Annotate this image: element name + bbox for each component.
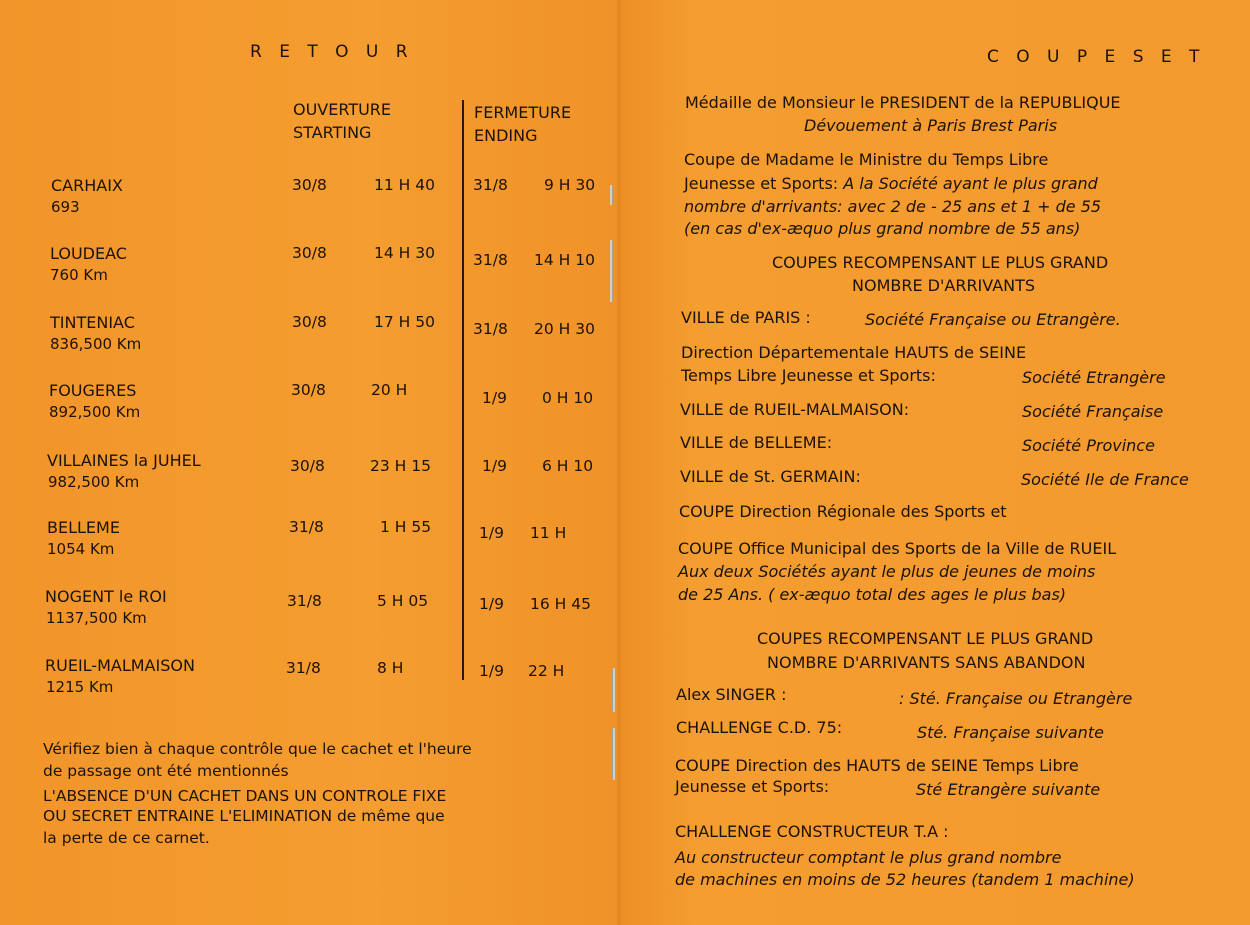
opening-time: 5 H 05: [377, 592, 429, 610]
control-distance: 693: [51, 198, 80, 216]
award-value: Société Française: [1022, 402, 1164, 421]
control-row: [0, 176, 620, 226]
opening-date: 31/8: [289, 518, 324, 536]
control-row: [0, 518, 620, 568]
award-value: Sté Etrangère suivante: [916, 780, 1101, 799]
medal-line: Médaille de Monsieur le PRESIDENT de la REPUBLIQUE: [685, 93, 1121, 112]
minister-cup-line: Coupe de Madame le Ministre du Temps Libre: [684, 150, 1049, 169]
control-row: [0, 313, 620, 363]
closing-header-en: ENDING: [474, 126, 538, 145]
opening-time: 11 H 40: [374, 176, 435, 194]
closing-time: 6 H 10: [542, 457, 594, 475]
control-distance: 1054 Km: [47, 540, 115, 558]
control-row: [0, 656, 620, 706]
closing-time: 14 H 10: [534, 251, 595, 269]
closing-date: 31/8: [473, 320, 508, 338]
opening-header-fr: OUVERTURE: [293, 100, 392, 119]
left-page: [0, 0, 620, 925]
closing-date: 1/9: [479, 524, 504, 542]
award-label: VILLE de BELLEME:: [680, 433, 833, 452]
retour-title: R E T O U R: [250, 42, 414, 62]
award-label: CHALLENGE CONSTRUCTEUR T.A :: [675, 822, 949, 841]
award-value: : Sté. Française ou Etrangère: [899, 689, 1133, 708]
minister-cup-line: Jeunesse et Sports: A la Société ayant le plus grand: [684, 174, 1098, 193]
award-value: Société Etrangère: [1022, 368, 1166, 387]
opening-time: 20 H: [371, 381, 408, 399]
award-value: Société Ile de France: [1021, 470, 1189, 489]
opening-date: 31/8: [287, 592, 322, 610]
closing-time: 22 H: [528, 662, 565, 680]
closing-time: 11 H: [530, 524, 567, 542]
opening-time: 8 H: [377, 659, 404, 677]
medal-subtitle: Dévouement à Paris Brest Paris: [804, 116, 1058, 135]
award-label: Temps Libre Jeunesse et Sports:: [681, 366, 936, 385]
opening-date: 30/8: [290, 457, 325, 475]
award-label: Jeunesse et Sports:: [675, 777, 830, 796]
opening-date: 30/8: [291, 381, 326, 399]
staple: [612, 668, 616, 712]
notice-line: la perte de ce carnet.: [43, 829, 210, 847]
opening-date: 31/8: [286, 659, 321, 677]
closing-header-fr: FERMETURE: [474, 103, 572, 122]
opening-time: 14 H 30: [374, 244, 435, 262]
award-label: Direction Départementale HAUTS de SEINE: [681, 343, 1027, 362]
control-distance: 982,500 Km: [48, 473, 140, 491]
award-value: Société Française ou Etrangère.: [865, 310, 1121, 329]
closing-date: 1/9: [482, 389, 507, 407]
control-distance: 892,500 Km: [49, 403, 141, 421]
award-value: Au constructeur comptant le plus grand nombre: [675, 848, 1062, 867]
control-row: [0, 451, 620, 501]
award-label: COUPE Direction Régionale des Sports et: [679, 502, 1007, 521]
notice-line: Vérifiez bien à chaque contrôle que le cachet et l'heure: [43, 740, 472, 758]
control-city: RUEIL-MALMAISON: [45, 656, 195, 675]
closing-time: 0 H 10: [542, 389, 594, 407]
control-row: [0, 381, 620, 431]
award-label: VILLE de PARIS :: [681, 308, 811, 327]
opening-date: 30/8: [292, 244, 327, 262]
award-value: Société Province: [1022, 436, 1155, 455]
closing-date: 31/8: [473, 176, 508, 194]
award-value: Aux deux Sociétés ayant le plus de jeunes de moins: [678, 562, 1096, 581]
opening-time: 1 H 55: [380, 518, 432, 536]
closing-date: 1/9: [482, 457, 507, 475]
right-page: [620, 0, 1250, 925]
notice-line: OU SECRET ENTRAINE L'ELIMINATION de même que: [43, 807, 445, 825]
award-label: VILLE de St. GERMAIN:: [680, 467, 861, 486]
control-distance: 836,500 Km: [50, 335, 142, 353]
section-heading: COUPES RECOMPENSANT LE PLUS GRAND: [772, 253, 1109, 272]
control-row: [0, 244, 620, 294]
section-heading: NOMBRE D'ARRIVANTS SANS ABANDON: [767, 653, 1086, 672]
award-label: COUPE Direction des HAUTS de SEINE Temps Libre: [675, 756, 1079, 775]
control-city: TINTENIAC: [50, 313, 135, 332]
staple: [609, 185, 613, 205]
notice-line: de passage ont été mentionnés: [43, 762, 289, 780]
staple: [609, 240, 613, 302]
opening-time: 23 H 15: [370, 457, 431, 475]
control-distance: 1215 Km: [46, 678, 114, 696]
award-label: Alex SINGER :: [676, 685, 787, 704]
staple: [612, 728, 616, 780]
control-city: NOGENT le ROI: [45, 587, 167, 606]
closing-time: 20 H 30: [534, 320, 595, 338]
opening-date: 30/8: [292, 176, 327, 194]
control-city: VILLAINES la JUHEL: [47, 451, 201, 470]
award-value: de machines en moins de 52 heures (tandem 1 machine): [675, 870, 1135, 889]
closing-time: 9 H 30: [544, 176, 596, 194]
award-label: CHALLENGE C.D. 75:: [676, 718, 843, 737]
opening-time: 17 H 50: [374, 313, 435, 331]
closing-time: 16 H 45: [530, 595, 591, 613]
opening-header-en: STARTING: [293, 123, 372, 142]
minister-cup-line: (en cas d'ex-æquo plus grand nombre de 55 ans): [684, 219, 1081, 238]
control-city: FOUGERES: [49, 381, 137, 400]
control-city: LOUDEAC: [50, 244, 127, 263]
award-value: de 25 Ans. ( ex-æquo total des ages le plus bas): [678, 585, 1067, 604]
control-distance: 760 Km: [50, 266, 108, 284]
coupes-title: C O U P E S E T: [987, 47, 1206, 67]
award-label: COUPE Office Municipal des Sports de la Ville de RUEIL: [678, 539, 1117, 558]
notice-line: L'ABSENCE D'UN CACHET DANS UN CONTROLE FIXE: [43, 787, 447, 805]
minister-cup-line: nombre d'arrivants: avec 2 de - 25 ans et 1 + de 55: [684, 197, 1102, 216]
control-row: [0, 587, 620, 637]
section-heading: NOMBRE D'ARRIVANTS: [852, 276, 1036, 295]
opening-date: 30/8: [292, 313, 327, 331]
section-heading: COUPES RECOMPENSANT LE PLUS GRAND: [757, 629, 1094, 648]
control-city: CARHAIX: [51, 176, 123, 195]
control-city: BELLEME: [47, 518, 120, 537]
award-label: VILLE de RUEIL-MALMAISON:: [680, 400, 910, 419]
closing-date: 1/9: [479, 662, 504, 680]
closing-date: 1/9: [479, 595, 504, 613]
control-distance: 1137,500 Km: [46, 609, 147, 627]
closing-date: 31/8: [473, 251, 508, 269]
award-value: Sté. Française suivante: [917, 723, 1104, 742]
